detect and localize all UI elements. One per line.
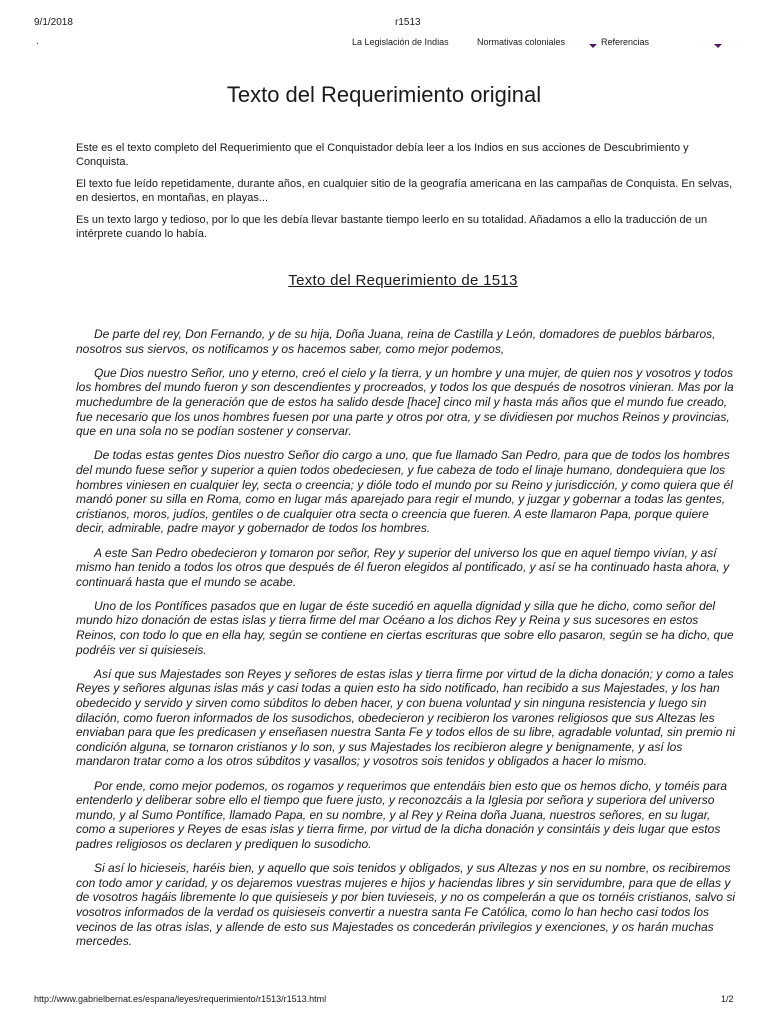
- header-dot: .: [36, 36, 39, 47]
- print-header-date: 9/1/2018: [34, 17, 73, 28]
- dropdown-arrow-icon[interactable]: [589, 44, 597, 48]
- body-paragraph: De todas estas gentes Dios nuestro Señor dio cargo a uno, que fue llamado San Pedro, para que de todos los hombres del mundo fuese señor y superior a quien todos obedeciesen, y fue cabeza de todo el linaje humano, dondequiera que los hombres viniesen en cualquier ley, secta o creencia; y dióle todo el mundo por su Reino y jurisdicción, y como quiera que él mandó poner su silla en Roma, como en lugar más aparejado para regir el mundo, y juzgar y gobernar a todas las gentes, cristianos, moros, judíos, gentiles o de cualquier otra secta o creencia que fueren. A este llamaron Papa, porque quiere decir, admirable, padre mayor y gobernador de todos los hombres.: [76, 448, 733, 536]
- dropdown-arrow-icon[interactable]: [714, 44, 722, 48]
- body-paragraph: A este San Pedro obedecieron y tomaron por señor, Rey y superior del universo los que en aquel tiempo vivían, y así mismo han tenido a todos los otros que después de él fueron elegidos al pontificado, y así se ha continuado hasta ahora, y continuará hasta que el mundo se acabe.: [76, 545, 730, 589]
- body-paragraph: Así que sus Majestades son Reyes y señores de estas islas y tierra firme por virtud de la dicha donación; y como a tales Reyes y señores algunas islas más y casi todas a quien esto ha sido notificado, han recibido a sus Majestades, y los han obedecido y servido y sirven como súbditos lo deben hacer, y con buena voluntad y sin ninguna resistencia y luego sin dilación, como fueron informados de los susodichos, obedecieron y recibieron los varones religiosos que sus Altezas les enviaban para que les predicasen y enseñasen nuestra Santa Fe y todos ellos de su libre, agradable voluntad, sin premio ni condición alguna, se tornaron cristianos y lo son, y sus Majestades los recibieron alegre y benignamente, y así los mandaron tratar como a los otros súbditos y vasallos; y vosotros sois tenidos y obligados a hacer lo mismo.: [76, 666, 736, 769]
- section-title: Texto del Requerimiento de 1513: [288, 272, 518, 289]
- intro-section: [76, 142, 736, 250]
- print-header-page-title: r1513: [395, 17, 421, 28]
- page-title: Texto del Requerimiento original: [226, 82, 542, 107]
- requerimiento-text: [76, 327, 736, 958]
- intro-paragraph: Este es el texto completo del Requerimiento que el Conquistador debía leer a los Indios en sus acciones de Descubrimiento y Conquista.: [76, 142, 689, 168]
- print-footer-url: http://www.gabrielbernat.es/espana/leyes/requerimiento/r1513/r1513.html: [34, 994, 327, 1004]
- body-paragraph: Por ende, como mejor podemos, os rogamos y requerimos que entendáis bien esto que os hemos dicho, y toméis para entenderlo y deliberar sobre ello el tiempo que fuere justo, y reconozcáis a la Iglesia por señora y superiora del universo mundo, y al Sumo Pontífice, llamado Papa, en su nombre, y al Rey y Reina doña Juana, nuestros señores, en su lugar, como a superiores y Reyes de esas islas y tierra firme, por virtud de la dicha donación y consintáis y deis lugar que estos padres religiosos os declaren y prediquen lo susodicho.: [76, 778, 728, 851]
- body-paragraph: Si así lo hicieseis, haréis bien, y aquello que sois tenidos y obligados, y sus Altezas y nos en su nombre, os recibiremos con todo amor y caridad, y os dejaremos vuestras mujeres e hijos y haciendas libres y sin servidumbre, para que de ellas y de vosotros hagáis libremente lo que quisieseis y por bien tuvieseis, y no os compelerán a que os tornéis cristianos, salvo si vosotros informados de la verdad os quisieseis convertir a nuestra santa Fe Católica, como lo han hecho casi todos los vecinos de las otras islas, y allende de esto sus Majestades os concederán privilegios y exenciones, y os harán muchas mercedes.: [76, 861, 736, 949]
- body-paragraph: Uno de los Pontífices pasados que en lugar de éste sucedió en aquella dignidad y silla que he dicho, como señor del mundo hizo donación de estas islas y tierra firme del mar Océano a los dichos Rey y Reina y sus sucesores en estos Reinos, con todo lo que en ella hay, según se contiene en ciertas escrituras que sobre ello pasaron, según se ha dicho, que podréis ver si quisieseis.: [76, 598, 734, 657]
- nav-link-referencias[interactable]: Referencias: [601, 37, 650, 47]
- body-paragraph: Que Dios nuestro Señor, uno y eterno, creó el cielo y la tierra, y un hombre y una mujer, de quien nos y vosotros y todos los hombres del mundo fueron y son descendientes y procreados, y todos los que después de nosotros vinieran. Mas por la muchedumbre de la generación que de estos ha salido desde [hace] cinco mil y hasta más años que el mundo fue creado, fue necesario que los unos hombres fuesen por una parte y otros por otra, y se dividiesen por muchos Reinos y provincias, que en una sola no se podían sostener y conservar.: [76, 365, 734, 439]
- nav-link-legislacion[interactable]: La Legislación de Indias: [352, 37, 449, 47]
- intro-paragraph: El texto fue leído repetidamente, durante años, en cualquier sitio de la geografía americana en las campañas de Conquista. En selvas, en desiertos, en montañas, en playas...: [76, 178, 733, 204]
- nav-link-normativas[interactable]: Normativas coloniales: [477, 37, 566, 47]
- print-footer-page-number: 1/2: [721, 994, 734, 1004]
- intro-paragraph: Es un texto largo y tedioso, por lo que les debía llevar bastante tiempo leerlo en su totalidad. Añadamos a ello la traducción de un intérprete cuando lo había.: [76, 214, 708, 240]
- body-paragraph: De parte del rey, Don Fernando, y de su hija, Doña Juana, reina de Castilla y León, domadores de pueblos bárbaros, nosotros sus siervos, os notificamos y os hacemos saber, como mejor podemos,: [76, 327, 716, 356]
